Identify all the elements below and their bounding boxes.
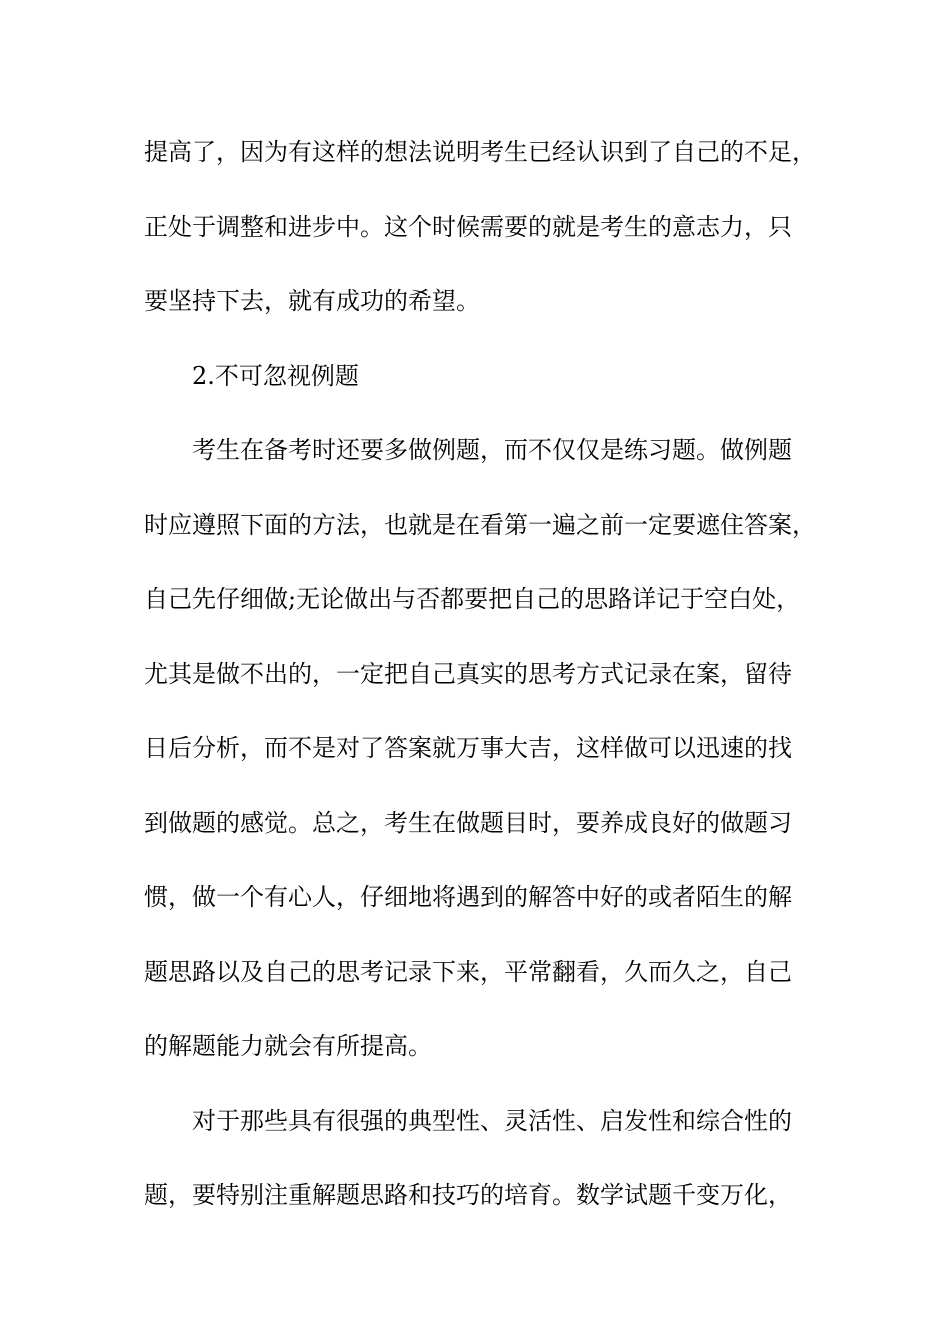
paragraph-line: 日后分析，而不是对了答案就万事大吉，这样做可以迅速的找: [144, 734, 792, 762]
document-body: [144, 115, 834, 1233]
paragraph-line: 到做题的感觉。总之，考生在做题目时，要养成良好的做题习: [144, 808, 792, 837]
paragraph-line: 提高了，因为有这样的想法说明考生已经认识到了自己的不足，: [144, 138, 816, 166]
paragraph-line: 惯，做一个有心人，仔细地将遇到的解答中好的或者陌生的解: [144, 883, 792, 911]
paragraph-line: 时应遵照下面的方法，也就是在看第一遍之前一定要遮住答案，: [144, 510, 816, 539]
paragraph-line: 考生在备考时还要多做例题，而不仅仅是练习题。做例题: [192, 436, 792, 464]
paragraph-line: 自己先仔细做;无论做出与否都要把自己的思路详记于空白处，: [144, 585, 801, 613]
paragraph-line: 尤其是做不出的，一定把自己真实的思考方式记录在案，留待: [144, 659, 792, 688]
paragraph-line: 题思路以及自己的思考记录下来，平常翻看，久而久之，自己: [144, 957, 792, 986]
section-heading: 2.不可忽视例题: [192, 361, 359, 390]
paragraph-line: 要坚持下去，就有成功的希望。: [144, 287, 480, 315]
paragraph-line: 对于那些具有很强的典型性、灵活性、启发性和综合性的: [192, 1106, 792, 1135]
paragraph-line: 正处于调整和进步中。这个时候需要的就是考生的意志力，只: [144, 212, 792, 241]
paragraph-line: 的解题能力就会有所提高。: [144, 1032, 432, 1060]
paragraph-line: 题，要特别注重解题思路和技巧的培育。数学试题千变万化，: [144, 1181, 792, 1209]
